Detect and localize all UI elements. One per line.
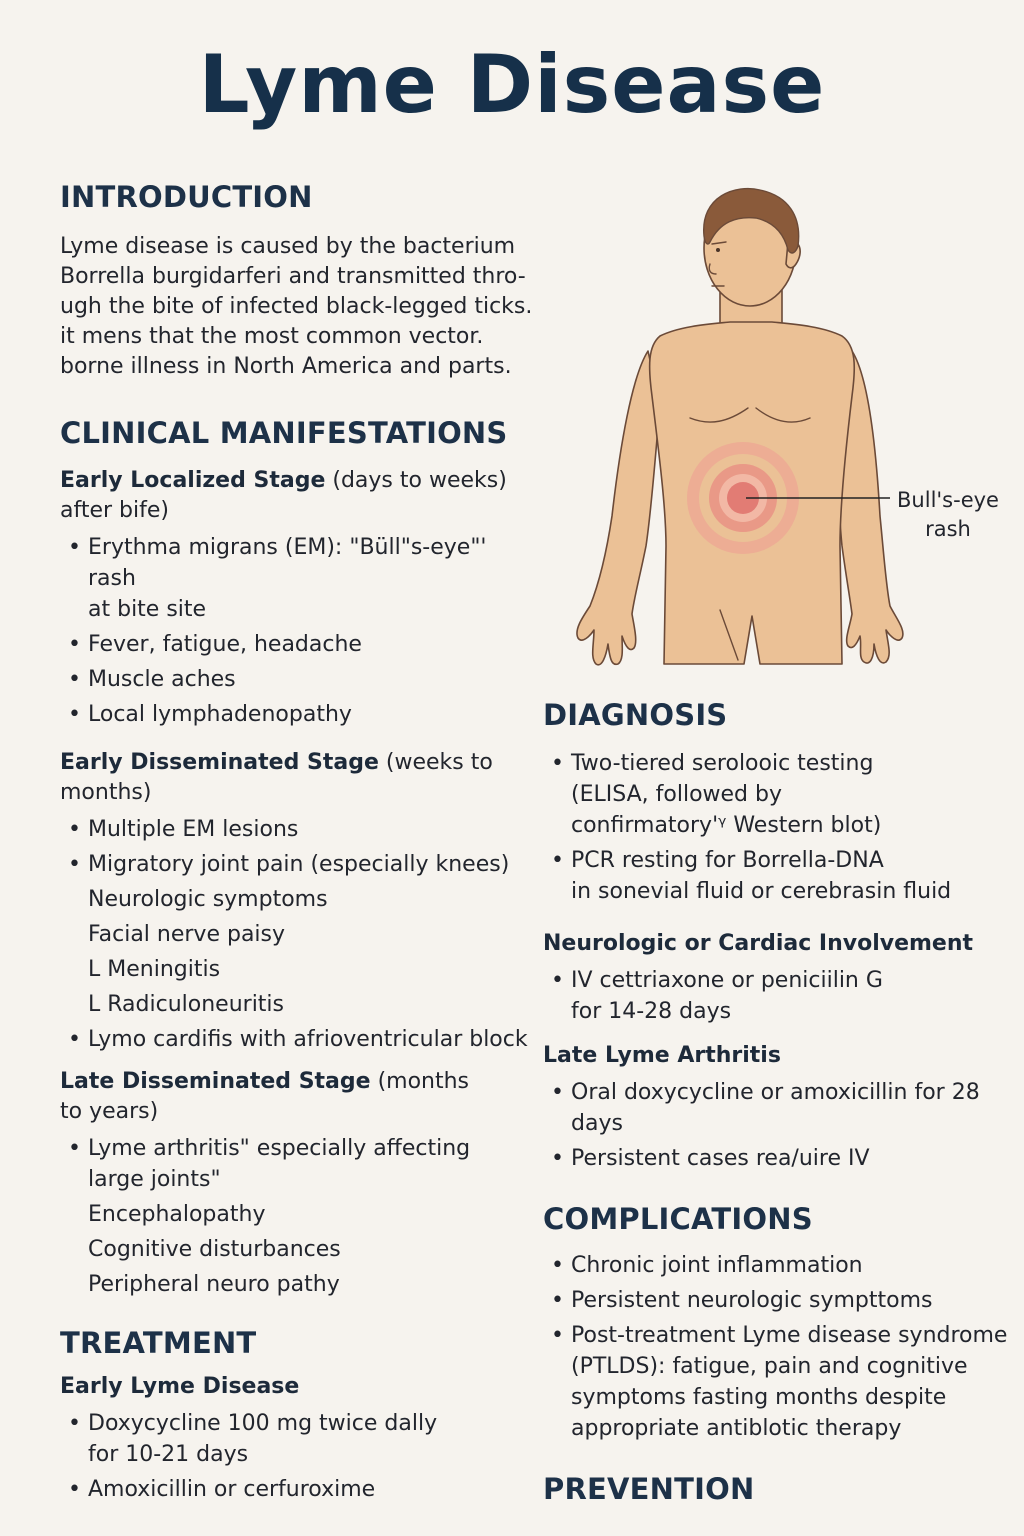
introduction-text: Lyme disease is caused by the bacterium Borrella burgidarferi and transmitted thro- ugh the bite of infected black-legged ticks. it mens that the most common vector. borne illness in North America and parts. bbox=[60, 234, 533, 379]
list-item: • Post-treatment Lyme disease syndrome (PTLDS): fatigue, pain and cognitive symptoms fasting months despite appropriate antiblotic therapy bbox=[543, 1320, 1023, 1444]
list-item: • Multiple EM lesions bbox=[60, 814, 540, 845]
late-disseminated-list bbox=[60, 1133, 540, 1300]
list-item: • Erythma migrans (EM): "Büll"s-eye"' rash at bite site bbox=[60, 532, 540, 625]
neuro-cardiac-title: Neurologic or Cardiac Involvement bbox=[543, 931, 974, 956]
list-item: • Muscle aches bbox=[60, 664, 540, 695]
early-disseminated-suffix: (weeks to months) bbox=[60, 750, 493, 805]
list-item: • PCR resting for Borrella-DNA in sonevial fluid or cerebrasin fluid bbox=[543, 845, 1023, 907]
list-item: Facial nerve paisy bbox=[88, 922, 286, 947]
right-column bbox=[543, 698, 1023, 1506]
list-item: Neurologic symptoms bbox=[88, 887, 328, 912]
late-arthritis-list bbox=[543, 1077, 1023, 1174]
neuro-cardiac-subheading bbox=[543, 929, 1023, 959]
treatment-heading: TREATMENT bbox=[60, 1326, 257, 1360]
early-disseminated-subheading bbox=[60, 748, 540, 808]
early-lyme-title: Early Lyme Disease bbox=[60, 1374, 300, 1399]
early-disseminated-list bbox=[60, 814, 540, 1055]
list-item: • Lyme arthritis" especially affecting large joints" bbox=[60, 1133, 540, 1195]
list-item: • IV cettriaxone or peniciilin G for 14-28 days bbox=[543, 965, 1023, 1027]
list-item: • Persistent neurologic sympttoms bbox=[543, 1285, 1023, 1316]
clinical-heading: CLINICAL MANIFESTATIONS bbox=[60, 416, 508, 450]
list-item: • Amoxicillin or cerfuroxime bbox=[60, 1474, 540, 1505]
left-column bbox=[60, 180, 540, 1505]
body-illustration bbox=[560, 186, 1020, 676]
list-item: • Oral doxycycline or amoxicillin for 28 days bbox=[543, 1077, 1023, 1139]
list-item: • Lymo cardifis with afrioventricular block bbox=[60, 1024, 540, 1055]
page-title: Lyme Disease bbox=[198, 38, 826, 131]
early-disseminated-title: Early Disseminated Stage bbox=[60, 750, 379, 775]
early-localized-list bbox=[60, 532, 540, 730]
introduction-heading: INTRODUCTION bbox=[60, 180, 313, 214]
rash-label: Bull's-eye rash bbox=[897, 488, 999, 541]
prevention-heading: PREVENTION bbox=[543, 1472, 755, 1506]
early-localized-title: Early Localized Stage bbox=[60, 468, 326, 493]
diagnosis-heading: DIAGNOSIS bbox=[543, 698, 728, 732]
list-item: • Chronic joint inflammation bbox=[543, 1250, 1023, 1281]
list-item: L Radiculoneuritis bbox=[88, 992, 285, 1017]
diagnosis-list bbox=[543, 748, 1023, 907]
early-localized-subheading bbox=[60, 466, 540, 526]
list-item: Peripheral neuro pathy bbox=[88, 1272, 340, 1297]
complications-heading: COMPLICATIONS bbox=[543, 1202, 813, 1236]
list-item: • Fever, fatigue, headache bbox=[60, 629, 540, 660]
late-disseminated-suffix: (months to years) bbox=[60, 1069, 470, 1124]
late-arthritis-title: Late Lyme Arthritis bbox=[543, 1043, 781, 1068]
list-item: Cognitive disturbances bbox=[88, 1237, 341, 1262]
list-item: • Doxycycline 100 mg twice dally for 10-21 days bbox=[60, 1408, 540, 1470]
late-arthritis-subheading bbox=[543, 1041, 1023, 1071]
list-item: Encephalopathy bbox=[88, 1202, 266, 1227]
late-disseminated-title: Late Disseminated Stage bbox=[60, 1069, 371, 1094]
early-lyme-treatment-list bbox=[60, 1408, 540, 1505]
list-item: L Meningitis bbox=[88, 957, 221, 982]
human-figure-icon bbox=[560, 186, 1020, 676]
list-item: • Two-tiered serolooic testing (ELISA, followed by confirmatory'ᵞ Western blot) bbox=[543, 748, 1023, 841]
early-localized-suffix: (days to weeks) after bife) bbox=[60, 468, 507, 523]
complications-list bbox=[543, 1250, 1023, 1444]
list-item: • Migratory joint pain (especially knees) bbox=[60, 849, 540, 880]
early-lyme-subheading bbox=[60, 1372, 540, 1402]
neuro-cardiac-list bbox=[543, 965, 1023, 1027]
list-item: • Persistent cases rea/uire IV bbox=[543, 1143, 1023, 1174]
list-item: • Local lymphadenopathy bbox=[60, 699, 540, 730]
late-disseminated-subheading bbox=[60, 1067, 540, 1127]
